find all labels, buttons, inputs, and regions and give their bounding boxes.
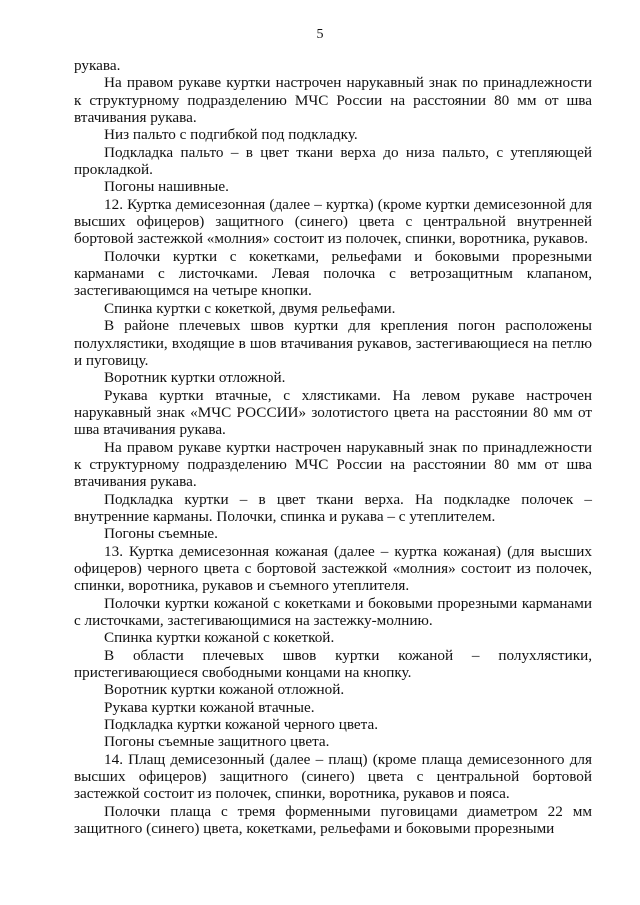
paragraph: Низ пальто с подгибкой под подкладку. <box>104 126 358 144</box>
paragraph: рукава. <box>74 57 121 74</box>
paragraph: Спинка куртки с кокеткой, двумя рельефами. <box>104 299 396 317</box>
paragraph: Погоны съемные защитного цвета. <box>104 733 330 751</box>
paragraph: Погоны нашивные. <box>104 178 229 196</box>
paragraph: Подкладка куртки – в цвет ткани верха. На подкладке полочек – внутренние карманы. Полочки, спинка и рукава – с утеплителем. <box>74 490 592 525</box>
paragraph: 12. Куртка демисезонная (далее – куртка) (кроме куртки демисезонной для высших офицеров) защитного (синего) цвета с центральной внутренней бортовой застежкой «молния» состоит из полочек, спинки, воротника, рукавов. <box>74 195 592 248</box>
paragraph: Рукава куртки кожаной втачные. <box>104 698 315 716</box>
paragraph: Воротник куртки отложной. <box>104 369 286 387</box>
paragraph: Погоны съемные. <box>104 525 218 543</box>
paragraph: Спинка куртки кожаной с кокеткой. <box>104 629 335 647</box>
paragraph: Подкладка куртки кожаной черного цвета. <box>104 716 379 734</box>
paragraph: Воротник куртки кожаной отложной. <box>104 681 345 699</box>
paragraph: На правом рукаве куртки настрочен нарукавный знак по принадлежности к структурному подразделению МЧС России на расстоянии 80 мм от шва втачивания рукава. <box>74 74 592 127</box>
paragraph: Рукава куртки втачные, с хлястиками. На левом рукаве настрочен нарукавный знак «МЧС РОССИИ» золотистого цвета на расстоянии 80 мм от шва втачивания рукава. <box>74 386 592 439</box>
paragraph: В области плечевых швов куртки кожаной – полухлястики, пристегивающиеся свободными концами на кнопку. <box>74 646 592 682</box>
paragraph: Полочки куртки кожаной с кокетками и боковыми прорезными карманами с листочками, застегивающимися на застежку-молнию. <box>74 594 592 629</box>
paragraph: 13. Куртка демисезонная кожаная (далее – куртка кожаная) (для высших офицеров) черного цвета с бортовой застежкой «молния» состоит из полочек, спинки, воротника, рукавов и съемного утеплителя. <box>74 542 592 595</box>
paragraph: В районе плечевых швов куртки для крепления погон расположены полухлястики, входящие в шов втачивания рукавов, застегивающиеся на петлю и пуговицу. <box>74 317 592 369</box>
paragraph: 14. Плащ демисезонный (далее – плащ) (кроме плаща демисезонного для высших офицеров) защитного (синего) цвета с центральной бортовой застежкой состоит из полочек, спинки, воротника, рукавов и пояса. <box>74 750 592 803</box>
paragraph: На правом рукаве куртки настрочен нарукавный знак по принадлежности к структурному подразделению МЧС России на расстоянии 80 мм от шва втачивания рукава. <box>74 438 592 491</box>
paragraph: Подкладка пальто – в цвет ткани верха до низа пальто, с утепляющей прокладкой. <box>74 143 592 179</box>
body-text <box>74 57 592 837</box>
paragraph: Полочки плаща с тремя форменными пуговицами диаметром 22 мм защитного (синего) цвета, кокетками, рельефами и боковыми прорезными <box>74 802 592 838</box>
paragraph: Полочки куртки с кокетками, рельефами и боковыми прорезными карманами с листочками. Левая полочка с ветрозащитным клапаном, застегивающимся на четыре кнопки. <box>74 247 592 300</box>
page-number: 5 <box>316 27 324 42</box>
